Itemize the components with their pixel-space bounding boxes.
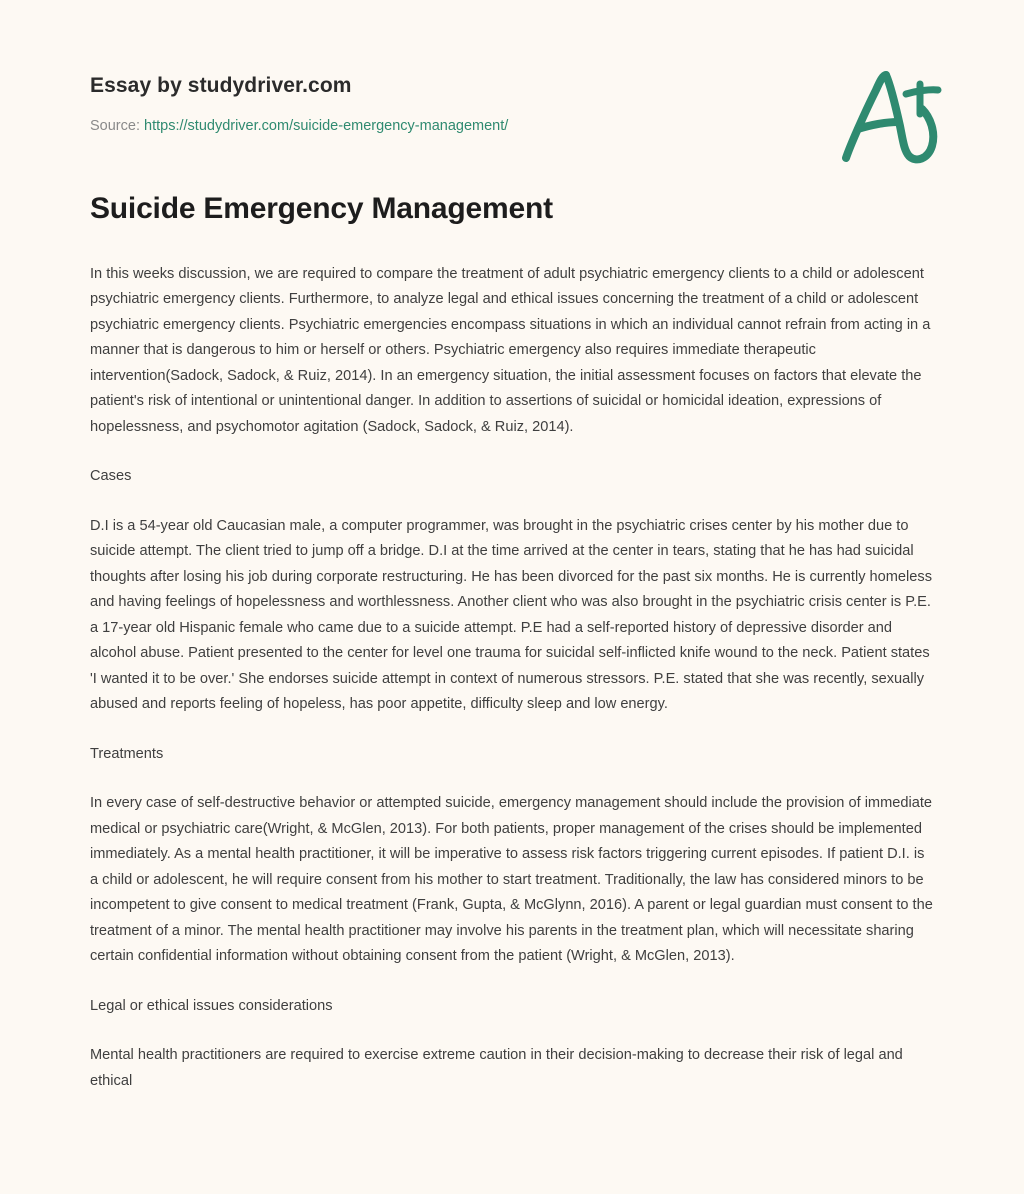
source-line	[90, 117, 934, 136]
paragraph-legal-ethical: Mental health practitioners are required to exercise extreme caution in their decision-making to decrease their risk of legal and ethical	[90, 1047, 903, 1089]
page-title: Suicide Emergency Management	[90, 192, 553, 225]
page-header	[0, 0, 1024, 190]
paragraph-cases: D.I is a 54-year old Caucasian male, a computer programmer, was brought in the psychiatric crises center by his mother due to suicide attempt. The client tried to jump off a bridge. D.I at the time arrived at the center in tears, stating that he has had suicidal thoughts after losing his job during corporate restructuring. He has been divorced for the past six months. He is currently homeless and having feelings of hopelessness and worthlessness. Another client who was also brought in the psychiatric crisis center is P.E. a 17-year old Hispanic female who came due to a suicide attempt. P.E had a self-reported history of depressive disorder and alcohol abuse. Patient presented to the center for level one trauma for suicidal self-inflicted knife wound to the neck. Patient states 'I wanted it to be over.' She endorses suicide attempt in context of numerous stressors. P.E. stated that she was recently, sexually abused and reports feeling of hopeless, has poor appetite, difficulty sleep and low energy.	[90, 517, 932, 712]
section-heading-legal-ethical: Legal or ethical issues considerations	[90, 997, 333, 1014]
source-url-link[interactable]: https://studydriver.com/suicide-emergency-management/	[144, 118, 509, 135]
paragraph-treatments: In every case of self-destructive behavior or attempted suicide, emergency management should include the provision of immediate medical or psychiatric care(Wright, & McGlen, 2013). For both patients, proper management of the crises should be implemented immediately. As a mental health practitioner, it will be imperative to assess risk factors triggering current episodes. If patient D.I. is a child or adolescent, he will require consent from his mother to start treatment. Traditionally, the law has considered minors to be incompetent to give consent to medical treatment (Frank, Gupta, & McGlynn, 2016). A parent or legal guardian must consent to the treatment of a minor. The mental health practitioner may involve his parents in the treatment plan, which will necessitate sharing certain confidential information without obtaining consent from the patient (Wright, & McGlen, 2013).	[90, 795, 933, 964]
section-heading-treatments: Treatments	[90, 745, 164, 762]
a-plus-logo-icon	[836, 62, 946, 168]
brand-title: Essay by studydriver.com	[90, 74, 352, 97]
paragraph-intro: In this weeks discussion, we are required to compare the treatment of adult psychiatric emergency clients to a child or adolescent psychiatric emergency clients. Furthermore, to analyze legal and ethical issues concerning the treatment of a child or adolescent psychiatric emergency clients. Psychiatric emergencies encompass situations in which an individual cannot refrain from acting in a manner that is dangerous to him or herself or others. Psychiatric emergency also requires immediate therapeutic intervention(Sadock, Sadock, & Ruiz, 2014). In an emergency situation, the initial assessment focuses on factors that elevate the patient's risk of intentional or unintentional danger. In addition to assertions of suicidal or homicidal ideation, expressions of hopelessness, and psychomotor agitation (Sadock, Sadock, & Ruiz, 2014).	[90, 265, 931, 435]
source-label: Source:	[90, 118, 140, 135]
section-heading-cases: Cases	[90, 468, 132, 484]
article-body	[0, 190, 1024, 1118]
